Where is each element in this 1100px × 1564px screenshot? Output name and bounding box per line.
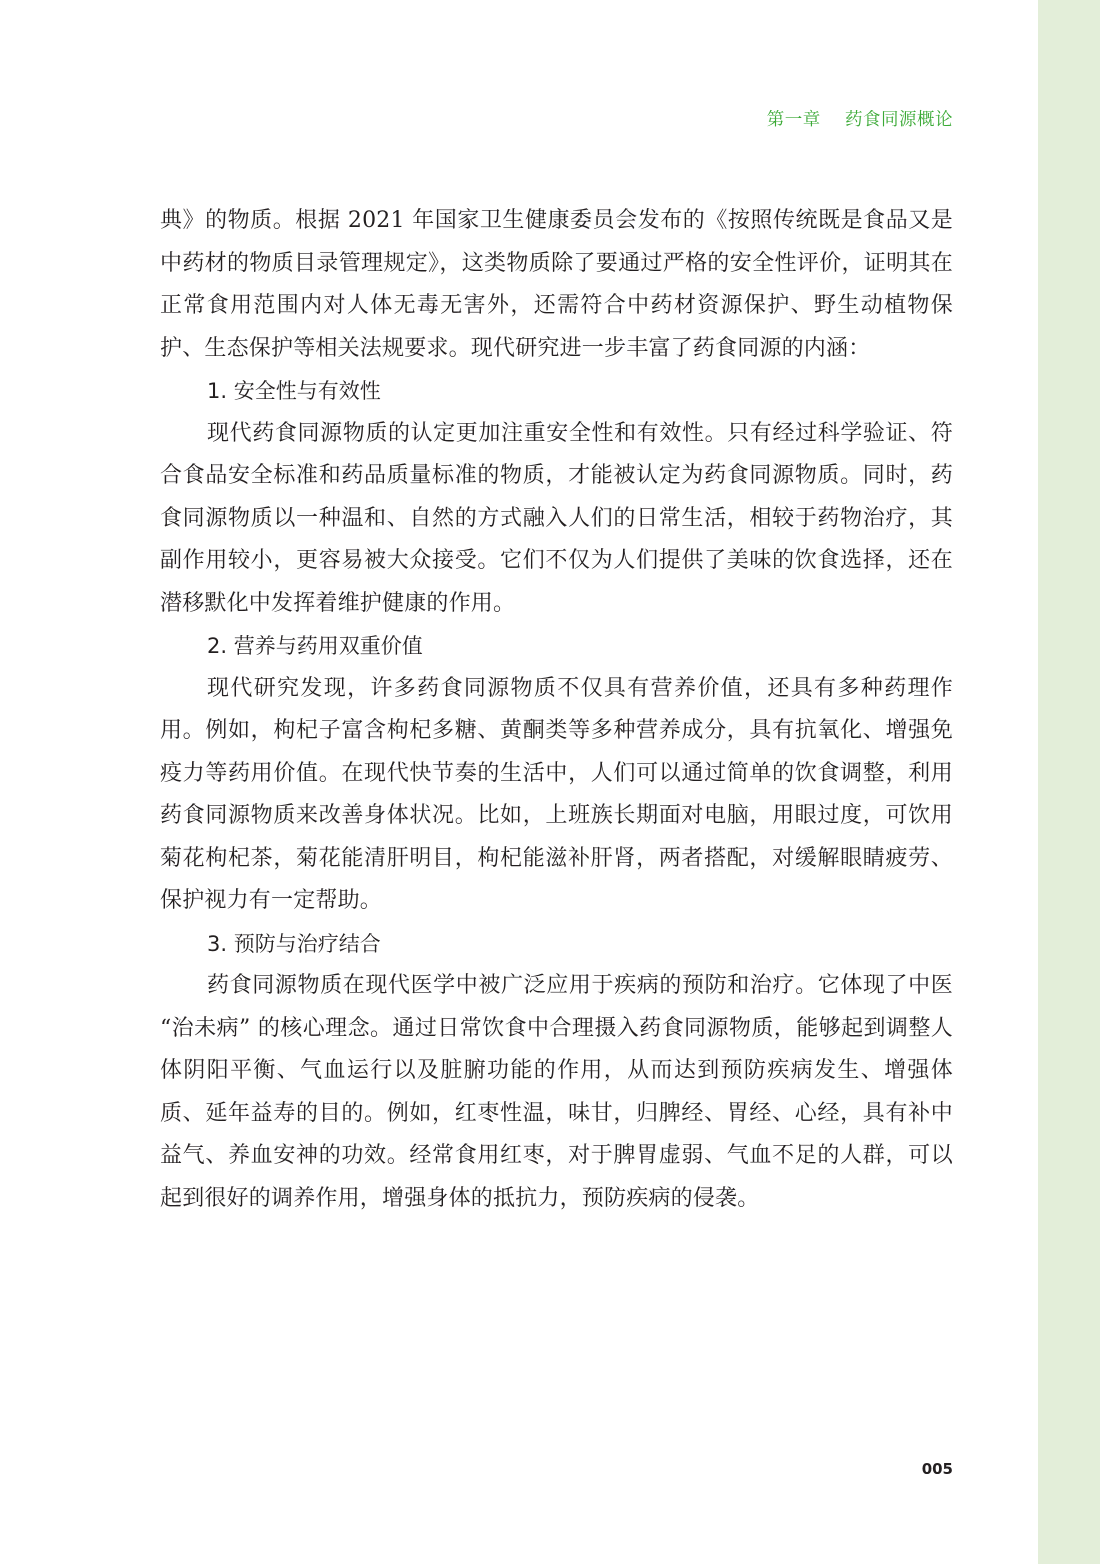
section-paragraph: 现代研究发现，许多药食同源物质不仅具有营养价值，还具有多种药理作用。例如，枸杞子富含枸杞多糖、黄酮类等多种营养成分，具有抗氧化、增强免疫力等药用价值。在现代快节奏的生活中，人们可以通过简单的饮食调整，利用药食同源物质来改善身体状况。比如，上班族长期面对电脑，用眼过度，可饮用菊花枸杞茶，菊花能清肝明目，枸杞能滋补肝肾，两者搭配，对缓解眼睛疲劳、保护视力有一定帮助。: [160, 675, 953, 913]
section-heading: 3. 预防与治疗结合: [207, 931, 381, 956]
section-heading: 1. 安全性与有效性: [207, 379, 381, 403]
page-body: [160, 200, 953, 1220]
page-number: 005: [921, 1460, 953, 1478]
section-nutrition-medicinal: [160, 625, 953, 923]
section-safety-efficacy: [160, 370, 953, 625]
section-prevention-treatment: [160, 923, 953, 1221]
section-paragraph: 现代药食同源物质的认定更加注重安全性和有效性。只有经过科学验证、符合食品安全标准和药品质量标准的物质，才能被认定为药食同源物质。同时，药食同源物质以一种温和、自然的方式融入人们的日常生活，相较于药物治疗，其副作用较小，更容易被大众接受。它们不仅为人们提供了美味的饮食选择，还在潜移默化中发挥着维护健康的作用。: [160, 420, 953, 616]
side-color-strip: [1038, 0, 1100, 1564]
intro-paragraph: 典》的物质。根据 2021 年国家卫生健康委员会发布的《按照传统既是食品又是中药材的物质目录管理规定》，这类物质除了要通过严格的安全性评价，证明其在正常食用范围内对人体无毒无害外，还需符合中药材资源保护、野生动植物保护、生态保护等相关法规要求。现代研究进一步丰富了药食同源的内涵：: [160, 208, 953, 361]
section-paragraph: 药食同源物质在现代医学中被广泛应用于疾病的预防和治疗。它体现了中医 “治未病” 的核心理念。通过日常饮食中合理摄入药食同源物质，能够起到调整人体阴阳平衡、气血运行以及脏腑功能的作用，从而达到预防疾病发生、增强体质、延年益寿的目的。例如，红枣性温，味甘，归脾经、胃经、心经，具有补中益气、养血安神的功效。经常食用红枣，对于脾胃虚弱、气血不足的人群，可以起到很好的调养作用，增强身体的抵抗力，预防疾病的侵袭。: [160, 973, 953, 1211]
section-heading: 2. 营养与药用双重价值: [207, 634, 423, 658]
running-header: 第一章 药食同源概论: [766, 110, 953, 130]
